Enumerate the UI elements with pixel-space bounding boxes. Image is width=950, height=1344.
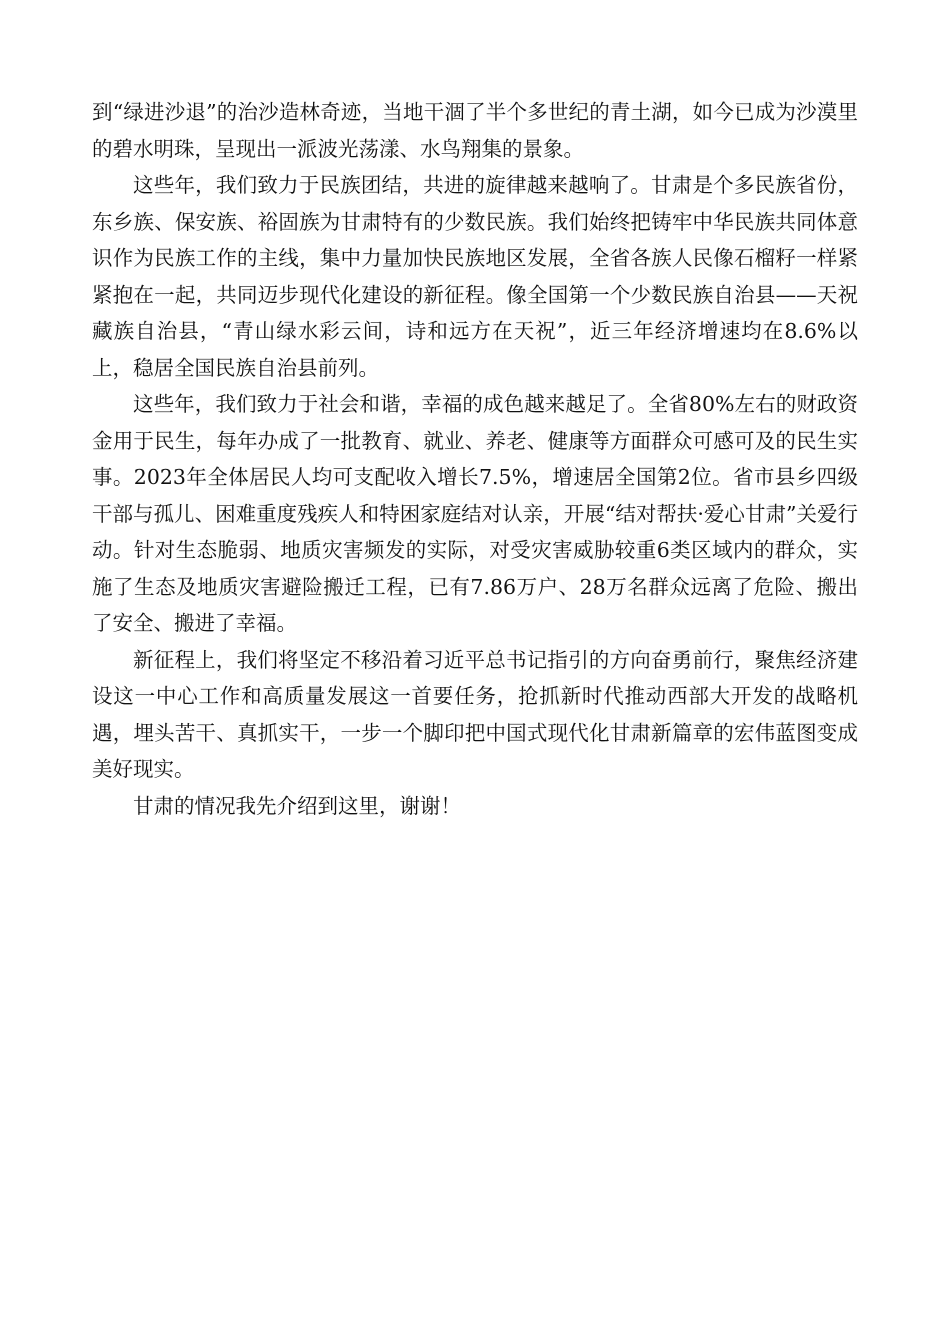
paragraph-social-harmony: 这些年，我们致力于社会和谐，幸福的成色越来越足了。全省80%左右的财政资金用于民生，每年办成了一批教育、就业、养老、健康等方面群众可感可及的民生实事。2023年全体居民人均可支配收入增长7.5%，增速居全国第2位。省市县乡四级干部与孤儿、困难重度残疾人和特困家庭结对认亲，开展“结对帮扶·爱心甘肃”关爱行动。针对生态脆弱、地质灾害频发的实际，对受灾害威胁较重6类区域内的群众，实施了生态及地质灾害避险搬迁工程，已有7.86万户、28万名群众远离了危险、搬出了安全、搬进了幸福。: [92, 392, 858, 635]
paragraph-new-journey: 新征程上，我们将坚定不移沿着习近平总书记指引的方向奋勇前行，聚焦经济建设这一中心工作和高质量发展这一首要任务，抢抓新时代推动西部大开发的战略机遇，埋头苦干、真抓实干，一步一个脚印把中国式现代化甘肃新篇章的宏伟蓝图变成美好现实。: [92, 647, 858, 781]
paragraph-continued: 到“绿进沙退”的治沙造林奇迹，当地干涸了半个多世纪的青土湖，如今已成为沙漠里的碧水明珠，呈现出一派波光荡漾、水鸟翔集的景象。: [92, 100, 858, 161]
paragraph-closing: 甘肃的情况我先介绍到这里，谢谢！: [133, 793, 461, 818]
document-body: [92, 94, 858, 824]
paragraph-ethnic-unity: 这些年，我们致力于民族团结，共进的旋律越来越响了。甘肃是个多民族省份，东乡族、保安族、裕固族为甘肃特有的少数民族。我们始终把铸牢中华民族共同体意识作为民族工作的主线，集中力量加快民族地区发展，全省各族人民像石榴籽一样紧紧抱在一起，共同迈步现代化建设的新征程。像全国第一个少数民族自治县——天祝藏族自治县，“青山绿水彩云间，诗和远方在天祝”，近三年经济增速均在8.6%以上，稳居全国民族自治县前列。: [92, 173, 858, 380]
